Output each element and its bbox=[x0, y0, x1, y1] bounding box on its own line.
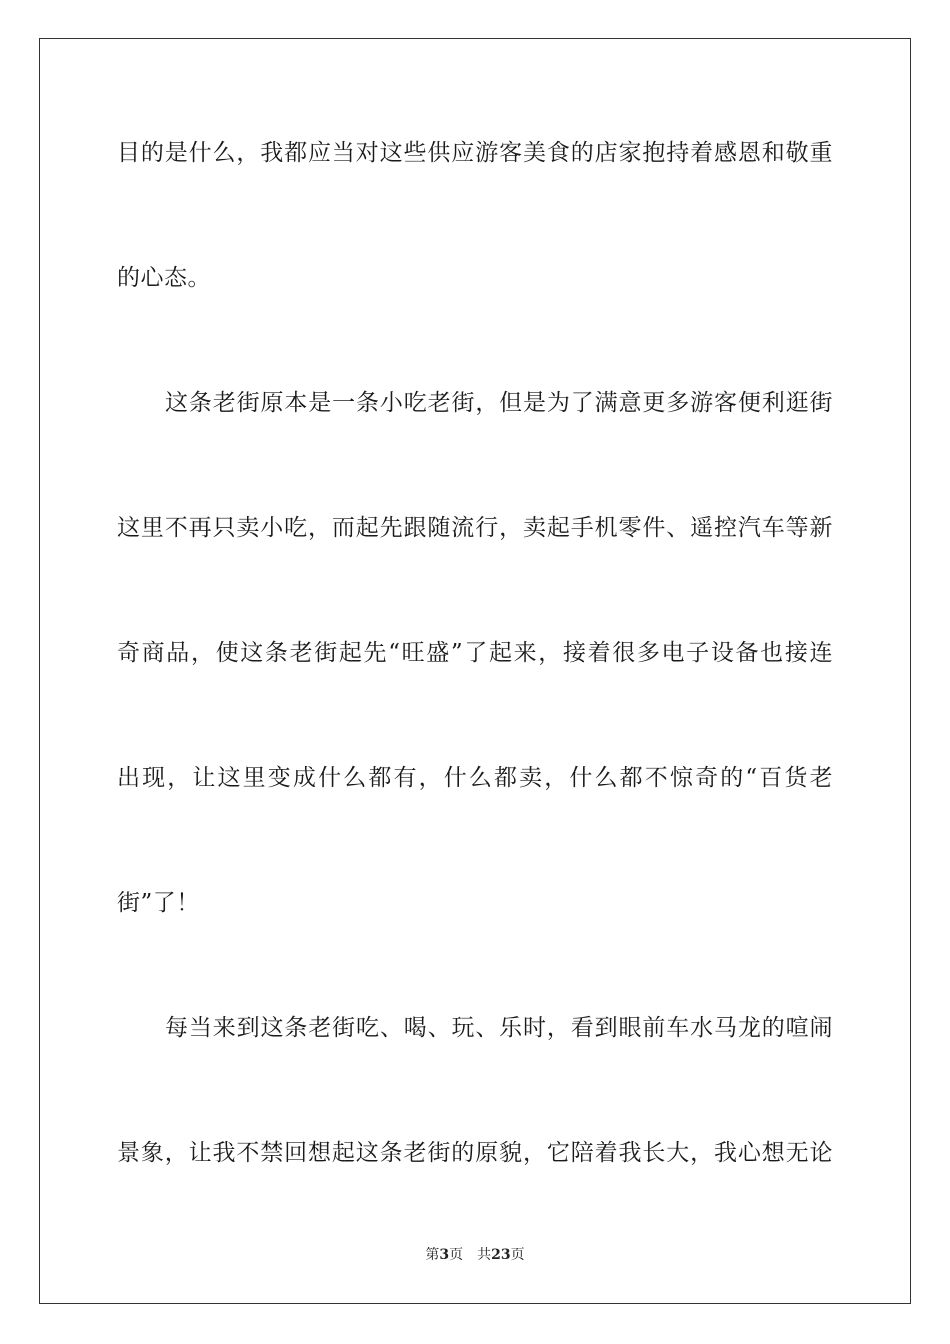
page-current: 3 bbox=[439, 1247, 450, 1263]
text-line: 街”了！ bbox=[117, 890, 200, 916]
page-label-prefix: 第 bbox=[425, 1247, 440, 1263]
page-total: 23 bbox=[491, 1247, 511, 1263]
page-label-suffix: 页 bbox=[449, 1247, 464, 1263]
text-line: 每当来到这条老街吃、喝、玩、乐时，看到眼前车水马龙的喧闹 bbox=[165, 1015, 833, 1041]
text-line: 奇商品，使这条老街起先“旺盛”了起来，接着很多电子设备也接连 bbox=[117, 640, 833, 666]
page-border bbox=[39, 38, 911, 1304]
page-footer bbox=[0, 1245, 950, 1265]
text-line: 景象，让我不禁回想起这条老街的原貌，它陪着我长大，我心想无论 bbox=[117, 1140, 833, 1166]
text-line: 的心态。 bbox=[117, 265, 211, 291]
text-line: 目的是什么，我都应当对这些供应游客美食的店家抱持着感恩和敬重 bbox=[117, 140, 833, 166]
text-line: 这里不再只卖小吃，而起先跟随流行，卖起手机零件、遥控汽车等新 bbox=[117, 515, 833, 541]
total-label-suffix: 页 bbox=[510, 1247, 525, 1263]
text-line: 这条老街原本是一条小吃老街，但是为了满意更多游客便利逛街 bbox=[165, 390, 833, 416]
text-line: 出现，让这里变成什么都有，什么都卖，什么都不惊奇的“百货老 bbox=[117, 765, 833, 791]
total-label-prefix: 共 bbox=[477, 1247, 492, 1263]
